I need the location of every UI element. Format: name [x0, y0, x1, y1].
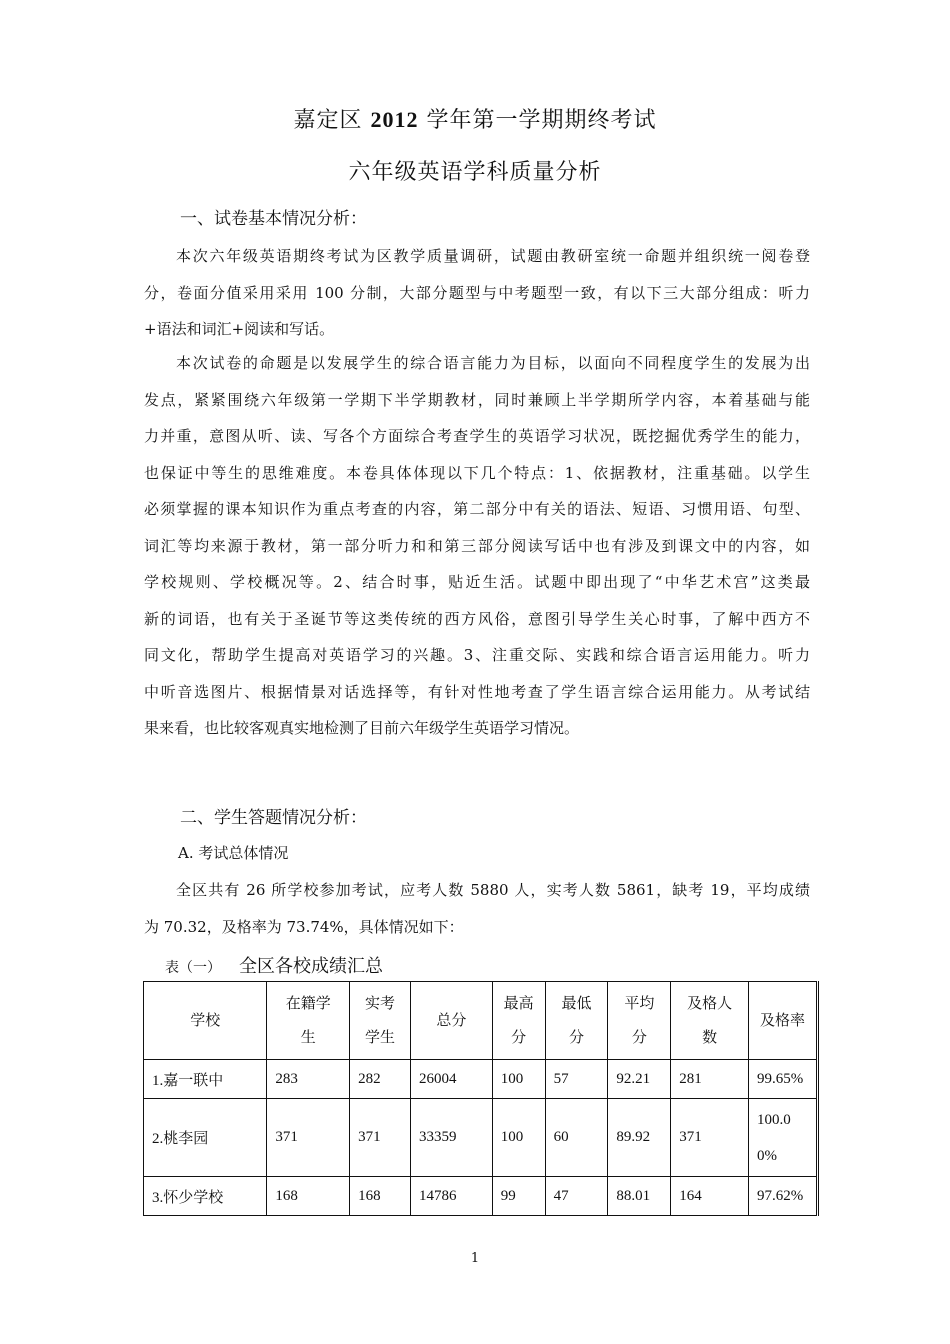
header-line: 分	[511, 1029, 527, 1046]
paragraph-3	[144, 872, 810, 945]
header-line: 学校	[190, 1012, 221, 1029]
cell-max: 100	[492, 1099, 545, 1177]
cell-average: 89.92	[608, 1099, 671, 1177]
paragraph-line: 发点，紧紧围绕六年级第一学期下半学期教材，同时兼顾上半学期所学内容，本着基础与能	[144, 390, 810, 409]
header-line: 总分	[436, 1012, 467, 1029]
cell-school: 1.嘉一联中	[144, 1060, 267, 1099]
cell-min: 57	[545, 1060, 608, 1099]
header-line: 在籍学	[285, 995, 331, 1012]
title-year: 2012	[370, 107, 419, 132]
paragraph-line: 学校规则、学校概况等。2、结合时事，贴近生活。试题中即出现了“中华艺术宫”这类最	[144, 573, 810, 591]
cell-pass-count: 281	[671, 1060, 749, 1099]
header-line: 生	[300, 1029, 316, 1046]
cell-examined: 282	[350, 1060, 411, 1099]
cell-school: 3.怀少学校	[144, 1177, 267, 1216]
pass-rate-value: 100.00%	[757, 1111, 791, 1164]
header-line: 实考	[365, 995, 396, 1012]
paragraph-line: 力并重，意图从听、读、写各个方面综合考查学生的英语学习状况，既挖掘优秀学生的能力，	[144, 427, 810, 445]
paragraph-line: 新的词语，也有关于圣诞节等这类传统的西方风俗，意图引导学生关心时事，了解中西方不	[144, 609, 810, 628]
cell-examined: 168	[350, 1177, 411, 1216]
table-row	[144, 1060, 818, 1099]
cell-max: 99	[492, 1177, 545, 1216]
cell-pass-rate: 99.65%	[749, 1060, 818, 1099]
cell-min: 60	[545, 1099, 608, 1177]
school-scores-table	[143, 981, 819, 1216]
header-total	[410, 982, 492, 1060]
paragraph-line: 也保证中等生的思维难度。本卷具体体现以下几个特点：1、依据教材，注重基础。以学生	[144, 463, 810, 482]
paragraph-line: 本次试卷的命题是以发展学生的综合语言能力为目标，以面向不同程度学生的发展为出	[176, 354, 810, 372]
paragraph-1	[144, 238, 810, 348]
cell-enrolled: 371	[267, 1099, 350, 1177]
header-line: 及格人	[687, 995, 733, 1012]
section-heading-1: 一、试卷基本情况分析：	[180, 209, 367, 229]
header-line: 学生	[365, 1029, 396, 1046]
table-caption-prefix: 表（一）	[165, 960, 221, 976]
table-caption-title: 全区各校成绩汇总	[239, 956, 383, 977]
header-line: 分	[631, 1029, 647, 1046]
table-header-row	[144, 982, 818, 1060]
table-row	[144, 1099, 818, 1177]
paragraph-line: 中听音选图片、根据情景对话选择等，有针对性地考查了学生语言综合运用能力。从考试结	[144, 682, 810, 701]
title-suffix: 学年第一学期期终考试	[418, 108, 657, 133]
header-max	[492, 982, 545, 1060]
cell-enrolled: 283	[267, 1060, 350, 1099]
paragraph-line: 分，卷面分值采用采用 100 分制，大部分题型与中考题型一致，有以下三大部分组成：听力	[144, 283, 810, 302]
table-row	[144, 1177, 818, 1216]
cell-average: 92.21	[608, 1060, 671, 1099]
paragraph-line: 果来看，也比较客观真实地检测了目前六年级学生英语学习情况。	[144, 719, 580, 737]
header-examined	[350, 982, 411, 1060]
document-title	[0, 103, 950, 134]
header-line: 数	[702, 1029, 718, 1046]
header-line: 平均	[624, 995, 655, 1012]
header-line: 最低	[561, 995, 592, 1012]
paragraph-line: +语法和词汇+阅读和写话。	[144, 320, 335, 338]
paragraph-2	[144, 345, 810, 747]
paragraph-line: 同文化，帮助学生提高对英语学习的兴趣。3、注重交际、实践和综合语言运用能力。听力	[144, 646, 810, 664]
cell-pass-count: 164	[671, 1177, 749, 1216]
cell-total: 14786	[410, 1177, 492, 1216]
cell-total: 26004	[410, 1060, 492, 1099]
cell-min: 47	[545, 1177, 608, 1216]
subsection-heading-a: A. 考试总体情况	[178, 844, 289, 862]
page-number: 1	[470, 1251, 480, 1266]
cell-examined: 371	[350, 1099, 411, 1177]
document-subtitle: 六年级英语学科质量分析	[348, 160, 602, 185]
header-min	[545, 982, 608, 1060]
paragraph-line: 全区共有 26 所学校参加考试，应考人数 5880 人，实考人数 5861，缺考 19，平均成绩	[176, 881, 810, 899]
paragraph-line: 为 70.32，及格率为 73.74%，具体情况如下：	[144, 917, 464, 936]
header-line: 最高	[503, 995, 534, 1012]
table-caption	[165, 952, 383, 978]
header-school	[144, 982, 267, 1060]
section-heading-2: 二、学生答题情况分析：	[180, 808, 367, 828]
cell-pass-count: 371	[671, 1099, 749, 1177]
cell-pass-rate	[749, 1099, 818, 1177]
header-line: 及格率	[759, 1012, 805, 1029]
cell-pass-rate: 97.62%	[749, 1177, 818, 1216]
title-prefix: 嘉定区	[293, 108, 371, 133]
header-enrolled	[267, 982, 350, 1060]
cell-enrolled: 168	[267, 1177, 350, 1216]
paragraph-line: 词汇等均来源于教材，第一部分听力和和第三部分阅读写话中也有涉及到课文中的内容，如	[144, 536, 810, 555]
cell-total: 33359	[410, 1099, 492, 1177]
header-line: 分	[569, 1029, 585, 1046]
header-pass-rate	[749, 982, 818, 1060]
header-pass-count	[671, 982, 749, 1060]
cell-max: 100	[492, 1060, 545, 1099]
cell-average: 88.01	[608, 1177, 671, 1216]
paragraph-line: 必须掌握的课本知识作为重点考查的内容，第二部分中有关的语法、短语、习惯用语、句型、	[144, 500, 810, 518]
paragraph-line: 本次六年级英语期终考试为区教学质量调研，试题由教研室统一命题并组织统一阅卷登	[176, 247, 810, 265]
header-average	[608, 982, 671, 1060]
cell-school: 2.桃李园	[144, 1099, 267, 1177]
